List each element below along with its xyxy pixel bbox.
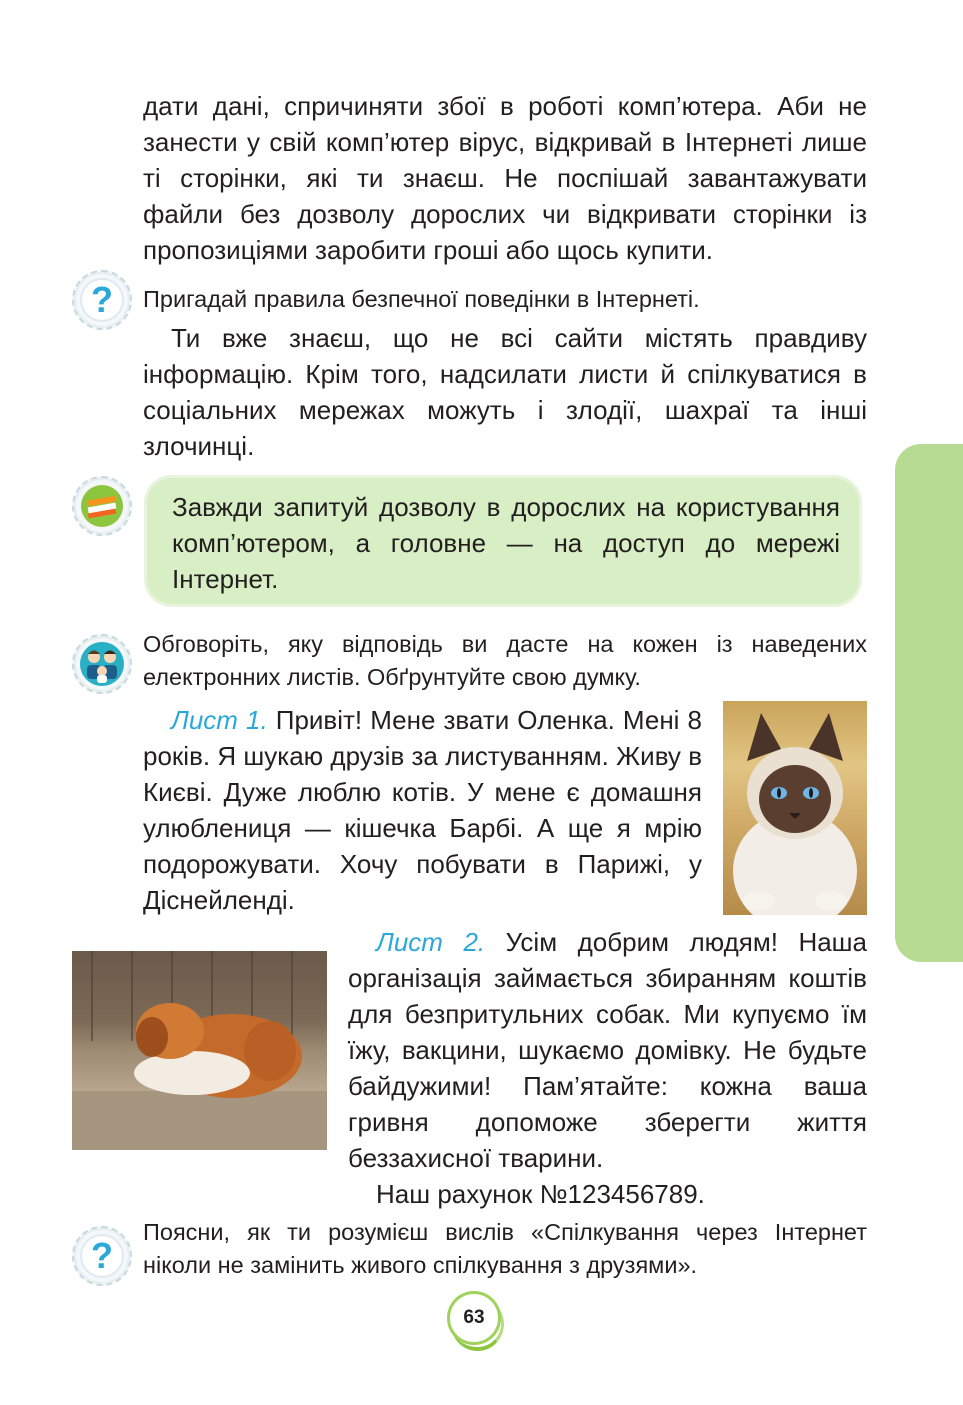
dog-photo bbox=[72, 951, 327, 1150]
cat-photo bbox=[723, 701, 867, 915]
group-icon-badge bbox=[72, 634, 132, 694]
paragraph-2: Ти вже знаєш, що не всі сайти містять правдиву інформацію. Крім того, надсилати листи й спілкуватися в соціальних мережах можуть і злодії, шахраї та інші злочинці. bbox=[143, 323, 867, 461]
page-number-badge bbox=[445, 1291, 503, 1349]
letter-2 bbox=[348, 924, 867, 1176]
letter-2-account: Наш рахунок №123456789. bbox=[376, 1179, 705, 1209]
question-icon-badge-2 bbox=[72, 1226, 132, 1286]
important-note-text: Завжди запитуй дозволу в дорослих на користування комп’ютером, а головне — на доступ до мережі Інтернет. bbox=[172, 492, 840, 594]
page-number: 63 bbox=[447, 1291, 501, 1345]
letter-2-text: Усім добрим людям! Наша організація займається збиранням коштів для безпритульних собак. Ми купуємо їм їжу, вакцини, шукаємо домівку. Не будьте байдужими! Пам’ятайте: кожна ваша гривня допоможе зберегти життя беззахисної тварини. bbox=[348, 927, 867, 1173]
letter-2-label: Лист 2. bbox=[376, 927, 486, 957]
question-icon-badge bbox=[72, 270, 132, 330]
question-2-text: Поясни, як ти розумієш вислів «Спілкування через Інтернет ніколи не замінить живого спілкування з друзями». bbox=[143, 1219, 867, 1278]
question-icon: ? bbox=[80, 1234, 124, 1278]
group-discussion-icon bbox=[79, 641, 125, 687]
discussion-task-text: Обговоріть, яку відповідь ви дасте на кожен із наведених електронних листів. Обґрунтуйте свою думку. bbox=[143, 631, 867, 690]
letter-1-label: Лист 1. bbox=[171, 705, 268, 735]
important-note-box bbox=[144, 475, 862, 607]
book-icon bbox=[80, 484, 124, 528]
letter-1 bbox=[143, 702, 702, 918]
chapter-side-tab bbox=[895, 444, 963, 962]
intro-paragraph: дати дані, спричиняти збої в роботі комп’ютера. Аби не занести у свій комп’ютер вірус, відкривай в Інтернеті лише ті сторінки, які ти знаєш. Не поспішай завантажувати файли без дозволу дорослих чи відкривати сторінки із пропозиціями заробити гроші або щось купити. bbox=[143, 91, 867, 265]
question-1-text: Пригадай правила безпечної поведінки в Інтернеті. bbox=[143, 286, 700, 312]
letter-1-text: Привіт! Мене звати Оленка. Мені 8 років. Я шукаю друзів за листуванням. Живу в Києві. Дуже люблю котів. У мене є домашня улюблениця — кішечка Барбі. А ще я мрію подорожувати. Хочу побувати в Парижі, у Діснейленді. bbox=[143, 705, 702, 915]
question-icon: ? bbox=[80, 278, 124, 322]
note-icon-badge bbox=[72, 476, 132, 536]
